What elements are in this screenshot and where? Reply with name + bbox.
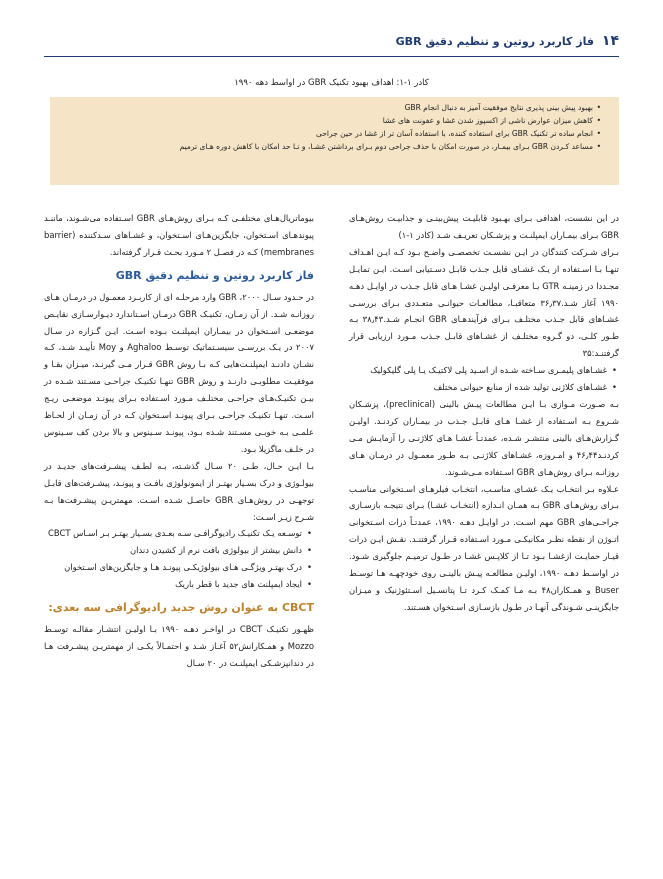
section-heading: فاز کاربرد روتین و تنظیم دقیق GBR — [115, 268, 314, 282]
page-number: ۱۴ — [601, 33, 619, 49]
goals-list-item: • کاهش میزان عوارض ناشی از اکسپوز شدن غشا و عفونت های غشا — [58, 114, 601, 127]
goals-list-item: • بهبود پیش بینی پذیری نتایج موفقیت آمیز به دنبال انجام GBR — [58, 101, 601, 114]
paragraph: ظهـور تکنیـک CBCT در اواخـر دهـه ۱۹۹۰ بـا اولیـن انتشـار مقالـه توسـط Mozzo و همـکارانش۵۲ آغـاز شـد و احتمـالاً یکـی از مهمتریـن پیشـرفت هـا در دندانپزشـکی ایمپلنـت در ۲۰ سـال — [44, 624, 315, 668]
membrane-types-list — [349, 362, 619, 396]
goals-list-item: • مساعد کـردن GBR بـرای بیمـار، در صورت امکان با حذف جراحی دوم بـرای برداشتن غشـا، و تـا حد امکان با کاهش دوره هـای ترمیم — [58, 140, 601, 153]
advances-list — [44, 525, 314, 593]
running-header-title: فاز کاربرد روتین و تنظیم دقیق GBR — [395, 34, 594, 48]
right-column — [349, 210, 619, 616]
list-item: • توسـعه یـک تکنیـک رادیوگرافـی سـه بعـدی بسـیار بهتـر بـر اسـاس CBCT — [44, 525, 314, 542]
list-item: • غشـاهای کلاژنی تولید شده از منابع حیوانی مختلف — [349, 379, 619, 396]
paragraph: بـه صـورت مـوازی بـا ایـن مطالعات پیـش بالینی (preclinical)، پزشـکان شـروع بـه اسـتفاده از غشـا هـای قابـل جـذب در بیمـاران کردنـد. اولیـن گـزارش‌هـای بالینی منتشـر شـده، عمدتـاً غشـا هـای کلاژنـی را آزمایـش مـی کردنـد۴۶٫۴۴ و امـروزه، غشـاهای کلاژنـی بـه طـور معمـول در درمـان هـای روزانـه بـرای روش‌هـای GBR اسـتفاده مـی‌شـوند. — [349, 398, 619, 477]
goals-box — [50, 97, 619, 185]
paragraph: در این نشست، اهدافی بـرای بهـبود قابلیـت پیش‌بینـی و جذابیـت روش‌هـای GBR بـرای بیمـاران ایمپلنـت و پزشـکان تعریـف شـد (کادر ۱-۱) — [349, 213, 619, 240]
list-item: • ایجاد ایمپلنت های جدید با قطر باریک — [44, 576, 314, 593]
running-header — [44, 30, 619, 52]
box-caption: کادر ۱-۱: اهداف بهبود تکنیک GBR در اواسط دهه ۱۹۹۰ — [234, 78, 429, 88]
list-item: • غشـاهای پلیمـری سـاخته شـده از اسـید پلی لاکتیـک یـا پلی گلیکولیک — [349, 362, 619, 379]
goals-list-item: • انجام ساده تر تکنیک GBR برای استفاده کننده، با استفاده آسان تر از غشا در حین جراحی — [58, 127, 601, 140]
list-item: • درک بهتـر ویژگـی هـای بیولوژیکـی پیونـد هـا و جایگزین‌های اسـتخوان — [44, 559, 314, 576]
header-divider — [44, 56, 619, 57]
paragraph: در حـدود سـال ۲۰۰۰، GBR وارد مرحلـه ای از کاربـرد معمـول در درمـان هـای روزانـه شـد. از آن زمـان، تکنیـک GBR درمـان اسـتاندارد دیـوارسـازی نقایـص موضعـی اسـتخوان در بیمـاران ایمپلنـت بـوده اسـت. ایـن گـزاره در سـال ۲۰۰۷ در یـک بررسـی سیسـتماتیک توسـط Aghaloo و Moy تأییـد شـد، کـه نشـان دادنـد ایمپلنـت‌هایی کـه بـا روش GBR قـرار مـی گیرنـد، میـزان بقـا و موفقیـت مطلوبـی دارنـد و روش GBR تنهـا تکنیـک جراحـی مسـتند شـده در بیـن تکنیـک‌هـای جراحـی مختلـف مـورد اسـتفاده بـرای پیونـد موضعـی ریـج اسـت. تنهـا تکنیـک جراحـی بـرای پیونـد اسـتخوان کـه در آن زمـان از لحـاظ علمـی بـه خوبـی مسـتند شـده بـود، پیونـد سـینوس و بالا بردن کف سـینوس در خلـف ماگزیلا بـود. — [44, 291, 315, 454]
paragraph: بـرای شـرکت کنندگان در ایـن نشسـت تخصصـی واضـح بـود کـه ایـن اهـداف تنهـا بـا اسـتفاده از یـک غشـای قابل جـذب قابـل دسـتیابی اسـت. ایـن تمایـل مجـددا در زمینـه GTR بـا معرفـی اولیـن غشـا هـای قابل جـذب در اوایـل دهـه ۱۹۹۰ آغاز شـد.۳۶٫۳۷ متعاقبـا، مطالعـات حیوانـی متعـددی بـرای بررسـی غشـاهای قابل جـذب مختلـف بـرای فرآیندهـای GBR انجـام شـد.۳۸٫۴۳ بـه طـور کلـی، دو گـروه مختلـف از غشـاهای قابـل جـذب مـورد ارزیابی قرار گرفتنـد:۳۵ — [349, 246, 620, 359]
goals-list — [58, 101, 611, 153]
paragraph: عـلاوه بـر انتخـاب یـک غشـای مناسـب، انتخـاب فیلرهـای اسـتخوانی مناسـب بـرای روش‌هـای GBR بـه همـان انـدازه (انتخـاب غشـا) بـرای نتیجـه بازسـازی جراحـی‌های GBR مهم اسـت. در اوایـل دهـه ۱۹۹۰، عمدتـاً ذرات اسـتخوانی اتـوژن از نقطه نظـر مکانیکـی مـورد اسـتفاده قـرار گرفتنـد. نقـش ایـن ذرات قیـار حمایـت ازغشـا بـود تـا از کلاپـس غشـا در طـول ترمیـم جلوگیری شـود. در اواسـط دهـه ۱۹۹۰، اولیـن مطالعـه پیـش بالینـی روی خودچهـه هـا توسـط Buser و همـکاران۴۸ بـه مـا کمـک کـرد تـا پتانسـیل اسـتئوژنیک و میـزان جایگزینـی شـوندگی آنهـا در طـول بازسـازی اسـتخوان هسـتند. — [349, 483, 620, 612]
paragraph: بیوماتریال‌هـای مختلفـی کـه بـرای روش‌هـای GBR اسـتفاده می‌شـوند، ماننـد پیوندهـای اسـتخوان، جایگزین‌هـای اسـتخوان، و غشـاهای سـدکننده (barrier membranes) کـه در فصـل ۲ مـورد بحـث قـرار گرفته‌اند. — [44, 213, 314, 257]
list-item: • دانش بیشتر از بیولوژی بافت نرم از کشیدن دندان — [44, 542, 314, 559]
left-column — [44, 210, 314, 672]
subsection-heading: CBCT به عنوان روش جدید رادیوگرافی سه بعدی: — [48, 601, 314, 615]
paragraph: بـا ایـن حـال، طـی ۲۰ سـال گذشـته، بـه لطـف پیشـرفت‌های جدیـد در بیولـوژی و درک بسـیار بهتـر از ایمونولوژی بافـت و پیونـد، پیشـرفت‌های قابـل توجهـی در روش‌هـای GBR حاصـل شـده اسـت. مهمتریـن پیشـرفت‌ها بـه شـرح زیـر اسـت: — [44, 460, 314, 522]
